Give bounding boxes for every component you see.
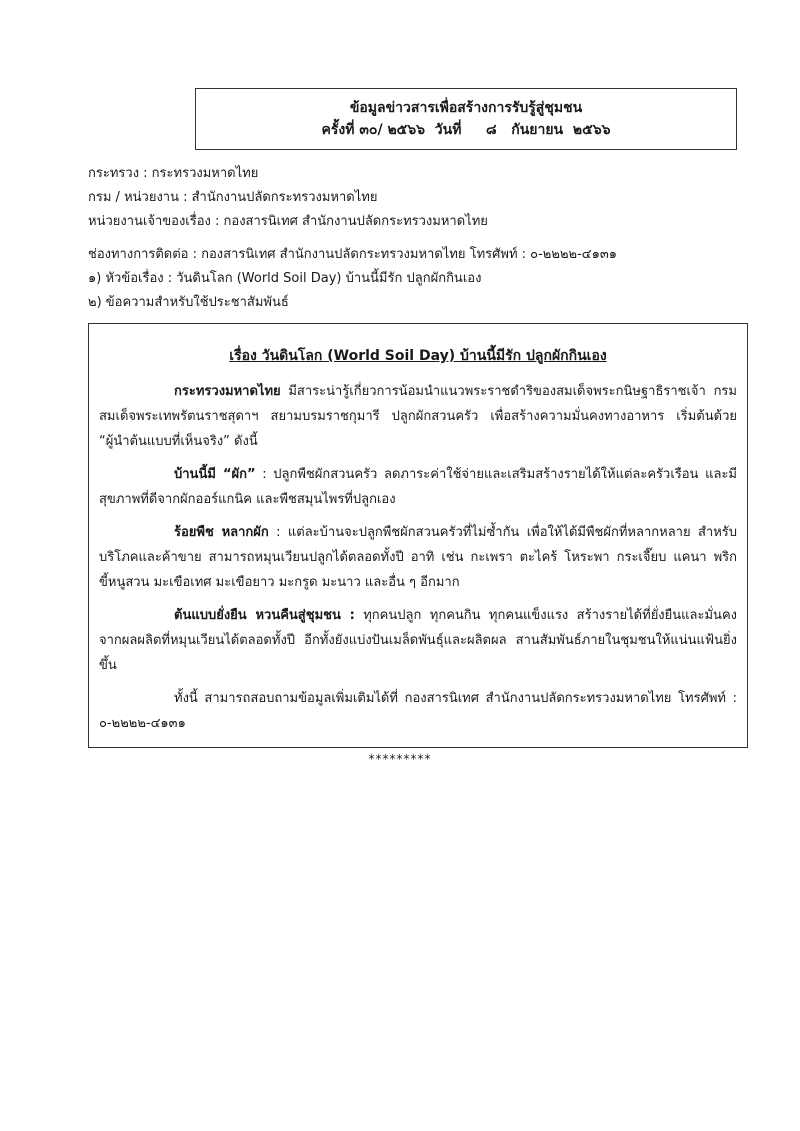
paragraph-2-lead: บ้านนี้มี “ผัก” [174,467,256,482]
meta-message-label: ๒) ข้อความสำหรับใช้ประชาสัมพันธ์ [88,295,289,310]
message-box [88,323,748,748]
paragraph-5-text: ทั้งนี้ สามารถสอบถามข้อมูลเพิ่มเติมได้ที่ กองสารนิเทศ สำนักงานปลัดกระทรวงมหาดไทย โทรศัพท์ : ๐-๒๒๒๒-๔๑๓๑ [99,691,737,731]
paragraph-5 [99,686,737,736]
paragraph-2 [99,462,737,512]
paragraph-3-text: : แต่ละบ้านจะปลูกพืชผักสวนครัวที่ไม่ซ้ำกัน เพื่อให้ได้มีพืชผักที่หลากหลาย สำหรับบริโภคและค้าขาย สามารถหมุนเวียนปลูกได้ตลอดทั้งปี อาทิ เช่น กะเพรา ตะไคร้ โหระพา กระเจี๊ยบ แคนา พริกขี้หนูสวน มะเขือเทศ มะเขือยาว มะกรูด มะนาว และอื่น ๆ อีกมาก [99,525,737,590]
meta-owner: หน่วยงานเจ้าของเรื่อง : กองสารนิเทศ สำนักงานปลัดกระทรวงมหาดไทย [88,214,488,229]
header-title: ข้อมูลข่าวสารเพื่อสร้างการรับรู้สู่ชุมชน [349,100,583,116]
paragraph-1 [99,379,737,454]
paragraph-4-text: ทุกคนปลูก ทุกคนกิน ทุกคนแข็งแรง สร้างรายได้ที่ยั่งยืนและมั่นคง จากผลผลิตที่หมุนเวียนได้ตลอดทั้งปี อีกทั้งยังแบ่งปันเมล็ดพันธุ์และผลิตผล สานสัมพันธ์ภายในชุมชนให้แน่นแฟ้นยิ่งขึ้น [99,608,737,673]
header-issue-date: ครั้งที่ ๓๐/ ๒๕๖๖ วันที่ ๘ กันยายน ๒๕๖๖ [321,122,611,138]
meta-ministry: กระทรวง : กระทรวงมหาดไทย [88,166,259,181]
header-box [195,88,737,150]
paragraph-2-text: : ปลูกพืชผักสวนครัว ลดภาระค่าใช้จ่ายและเสริมสร้างรายได้ให้แต่ละครัวเรือน และมีสุขภาพที่ดีจากผักออร์แกนิค และพืชสมุนไพรที่ปลูกเอง [99,467,738,507]
meta-department: กรม / หน่วยงาน : สำนักงานปลัดกระทรวงมหาดไทย [88,190,378,205]
paragraph-4 [99,603,737,678]
meta-topic: ๑) หัวข้อเรื่อง : วันดินโลก (World Soil Day) บ้านนี้มีรัก ปลูกผักกินเอง [88,271,482,286]
paragraph-3 [99,520,737,595]
message-title: เรื่อง วันดินโลก (World Soil Day) บ้านนี้มีรัก ปลูกผักกินเอง [229,348,607,364]
end-marker: ********* [368,752,432,766]
paragraph-3-lead: ร้อยพืช หลากผัก [174,525,269,540]
paragraph-4-lead: ต้นแบบยั่งยืน หวนคืนสู่ชุมชน : [174,608,355,623]
meta-contact: ช่องทางการติดต่อ : กองสารนิเทศ สำนักงานปลัดกระทรวงมหาดไทย โทรศัพท์ : ๐-๒๒๒๒-๔๑๓๑ [88,247,618,262]
paragraph-1-text: มีสาระน่ารู้เกี่ยวการน้อมนำแนวพระราชดำริของสมเด็จพระกนิษฐาธิราชเจ้า กรมสมเด็จพระเทพรัตนราชสุดาฯ สยามบรมราชกุมารี ปลูกผักสวนครัว เพื่อสร้างความมั่นคงทางอาหาร เริ่มต้นด้วย “ผู้นำต้นแบบที่เห็นจริง” ดังนี้ [99,384,737,449]
paragraph-1-lead: กระทรวงมหาดไทย [174,384,281,399]
